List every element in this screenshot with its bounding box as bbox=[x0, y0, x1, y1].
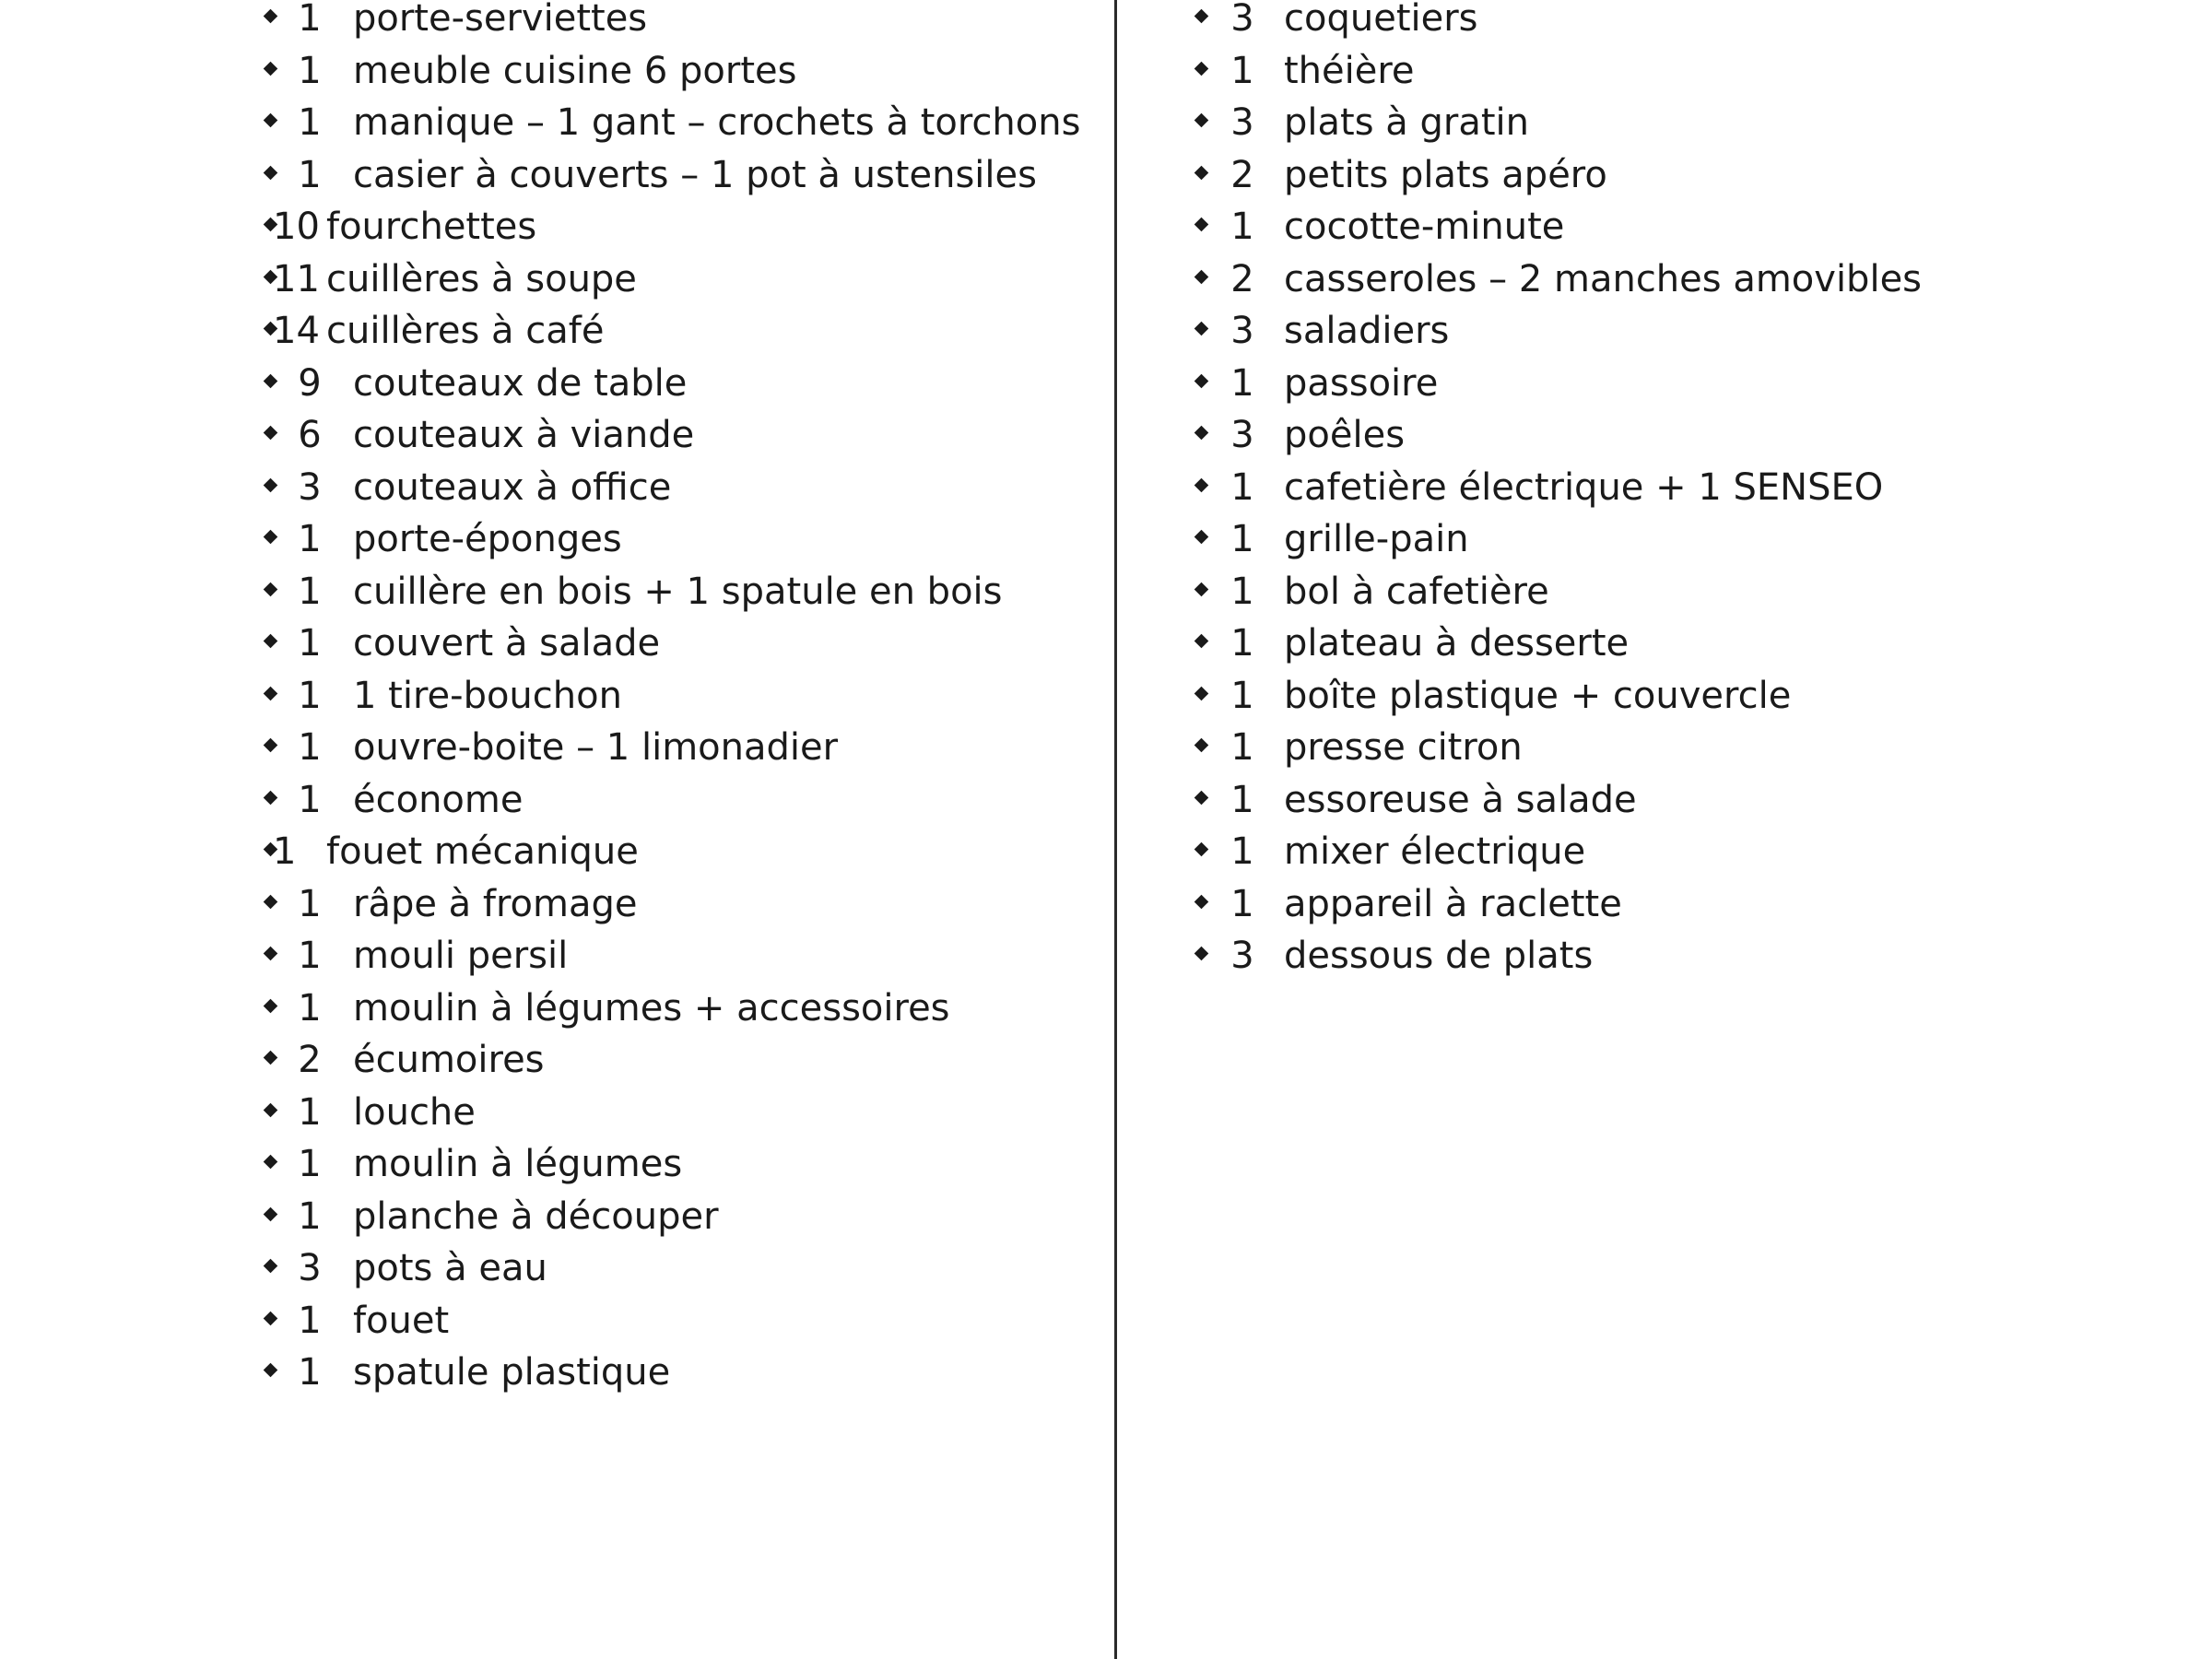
item-description: mouli persil bbox=[353, 935, 569, 977]
list-item bbox=[265, 1299, 1095, 1355]
list-item bbox=[265, 1143, 1095, 1198]
item-quantity: 1 bbox=[298, 1194, 322, 1238]
item-description: casier à couverts – 1 pot à ustensiles bbox=[353, 153, 1037, 196]
item-description: écumoires bbox=[353, 1039, 545, 1081]
bullet-diamond-icon bbox=[1194, 686, 1209, 700]
list-item bbox=[1196, 153, 2118, 209]
item-quantity: 1 bbox=[298, 1351, 322, 1394]
item-quantity: 3 bbox=[1230, 414, 1254, 456]
bullet-diamond-icon bbox=[264, 1051, 278, 1065]
bullet-diamond-icon bbox=[264, 998, 278, 1013]
list-item bbox=[1196, 570, 2118, 626]
list-item bbox=[265, 361, 1095, 418]
bullet-diamond-icon bbox=[264, 1363, 278, 1378]
item-quantity: 1 bbox=[298, 1090, 322, 1134]
item-description: meuble cuisine 6 portes bbox=[353, 49, 797, 92]
bullet-diamond-icon bbox=[264, 686, 278, 700]
bullet-diamond-icon bbox=[1194, 373, 1209, 388]
bullet-diamond-icon bbox=[264, 894, 278, 909]
bullet-diamond-icon bbox=[264, 530, 278, 545]
bullet-diamond-icon bbox=[264, 61, 278, 76]
item-quantity: 6 bbox=[298, 414, 322, 456]
list-item bbox=[265, 778, 1095, 834]
list-item bbox=[265, 208, 1095, 261]
item-quantity: 1 bbox=[298, 674, 322, 717]
item-description: plats à gratin bbox=[1284, 101, 1529, 144]
item-quantity: 1 bbox=[298, 0, 322, 40]
item-quantity: 1 bbox=[1230, 622, 1254, 665]
list-item bbox=[265, 49, 1095, 105]
item-description: planche à découper bbox=[353, 1194, 719, 1238]
item-quantity: 3 bbox=[298, 1247, 322, 1289]
item-quantity: 2 bbox=[1230, 257, 1254, 300]
list-item bbox=[1196, 830, 2118, 886]
item-description: couvert à salade bbox=[353, 622, 661, 665]
list-item bbox=[265, 830, 1095, 886]
list-item bbox=[265, 882, 1095, 938]
bullet-diamond-icon bbox=[264, 1206, 278, 1221]
item-quantity: 1 bbox=[298, 882, 322, 925]
list-item bbox=[1196, 361, 2118, 418]
item-quantity: 1 bbox=[298, 1143, 322, 1185]
bullet-diamond-icon bbox=[264, 1102, 278, 1117]
bullet-diamond-icon bbox=[264, 477, 278, 492]
item-description: économe bbox=[353, 778, 524, 821]
list-item bbox=[265, 570, 1095, 626]
item-quantity: 1 bbox=[298, 726, 322, 769]
item-quantity: 3 bbox=[1230, 935, 1254, 977]
item-quantity: 11 bbox=[273, 257, 320, 300]
item-description: cocotte-minute bbox=[1284, 206, 1565, 248]
bullet-diamond-icon bbox=[1194, 947, 1209, 961]
bullet-diamond-icon bbox=[264, 790, 278, 805]
item-description: dessous de plats bbox=[1284, 935, 1594, 977]
item-description: grille-pain bbox=[1284, 518, 1469, 560]
bullet-diamond-icon bbox=[264, 1155, 278, 1170]
bullet-diamond-icon bbox=[264, 634, 278, 649]
list-item bbox=[1196, 622, 2118, 677]
bullet-diamond-icon bbox=[264, 426, 278, 441]
item-description: presse citron bbox=[1284, 726, 1523, 769]
item-quantity: 1 bbox=[298, 778, 322, 821]
list-item bbox=[1196, 726, 2118, 782]
list-item bbox=[265, 153, 1095, 209]
bullet-diamond-icon bbox=[1194, 218, 1209, 232]
bullet-diamond-icon bbox=[1194, 634, 1209, 649]
item-quantity: 2 bbox=[298, 1039, 322, 1081]
item-quantity: 1 bbox=[1230, 49, 1254, 92]
list-item bbox=[265, 0, 1095, 53]
item-description: pots à eau bbox=[353, 1247, 547, 1289]
list-item bbox=[1196, 778, 2118, 834]
list-item bbox=[1196, 101, 2118, 157]
bullet-diamond-icon bbox=[1194, 477, 1209, 492]
list-item bbox=[1196, 882, 2118, 938]
bullet-diamond-icon bbox=[264, 1311, 278, 1325]
bullet-diamond-icon bbox=[1194, 61, 1209, 76]
item-description: 1 tire-bouchon bbox=[353, 674, 622, 717]
item-description: saladiers bbox=[1284, 310, 1450, 352]
item-description: poêles bbox=[1284, 414, 1406, 456]
item-description: moulin à légumes bbox=[353, 1143, 683, 1185]
bullet-diamond-icon bbox=[1194, 894, 1209, 909]
list-item bbox=[1196, 208, 2118, 261]
item-description: appareil à raclette bbox=[1284, 882, 1622, 925]
list-item bbox=[265, 726, 1095, 782]
item-description: cuillères à café bbox=[326, 310, 605, 352]
item-description: ouvre-boite – 1 limonadier bbox=[353, 726, 839, 769]
item-description: porte-éponges bbox=[353, 518, 622, 560]
item-description: mixer électrique bbox=[1284, 830, 1586, 873]
item-description: moulin à légumes + accessoires bbox=[353, 986, 950, 1030]
item-description: boîte plastique + couvercle bbox=[1284, 674, 1792, 717]
list-item bbox=[265, 1247, 1095, 1302]
item-quantity: 3 bbox=[1230, 310, 1254, 352]
bullet-diamond-icon bbox=[264, 9, 278, 24]
bullet-diamond-icon bbox=[264, 947, 278, 961]
item-quantity: 1 bbox=[298, 1299, 322, 1342]
bullet-diamond-icon bbox=[264, 738, 278, 753]
item-quantity: 1 bbox=[1230, 206, 1254, 248]
item-description: coquetiers bbox=[1284, 0, 1478, 40]
item-description: porte-serviettes bbox=[353, 0, 648, 40]
list-item bbox=[265, 1351, 1095, 1406]
item-quantity: 1 bbox=[1230, 518, 1254, 560]
list-item bbox=[265, 465, 1095, 522]
list-item bbox=[1196, 674, 2118, 730]
item-description: spatule plastique bbox=[353, 1351, 671, 1394]
bullet-diamond-icon bbox=[1194, 113, 1209, 128]
list-item bbox=[265, 101, 1095, 157]
bullet-diamond-icon bbox=[1194, 269, 1209, 284]
item-quantity: 1 bbox=[1230, 830, 1254, 873]
column-divider bbox=[1114, 0, 1117, 1659]
item-description: couteaux à office bbox=[353, 465, 672, 509]
item-quantity: 1 bbox=[273, 830, 297, 873]
item-quantity: 1 bbox=[298, 49, 322, 92]
item-description: fourchettes bbox=[326, 206, 537, 248]
item-description: fouet mécanique bbox=[326, 830, 639, 873]
item-description: cafetière électrique + 1 SENSEO bbox=[1284, 465, 1884, 509]
item-quantity: 9 bbox=[298, 361, 322, 405]
item-quantity: 1 bbox=[298, 570, 322, 613]
item-description: petits plats apéro bbox=[1284, 153, 1607, 196]
list-item bbox=[265, 937, 1095, 990]
list-item bbox=[1196, 937, 2118, 990]
list-item bbox=[265, 986, 1095, 1042]
list-item bbox=[1196, 257, 2118, 313]
item-quantity: 1 bbox=[298, 101, 322, 144]
bullet-diamond-icon bbox=[1194, 842, 1209, 857]
list-item bbox=[1196, 0, 2118, 53]
item-description: essoreuse à salade bbox=[1284, 778, 1637, 821]
item-quantity: 1 bbox=[298, 986, 322, 1030]
item-quantity: 1 bbox=[1230, 465, 1254, 509]
bullet-diamond-icon bbox=[1194, 165, 1209, 180]
item-description: cuillères à soupe bbox=[326, 257, 637, 300]
list-item bbox=[265, 1194, 1095, 1251]
item-description: fouet bbox=[353, 1299, 450, 1342]
item-description: manique – 1 gant – crochets à torchons bbox=[353, 101, 1081, 144]
bullet-diamond-icon bbox=[264, 582, 278, 596]
list-item bbox=[265, 622, 1095, 677]
item-description: couteaux de table bbox=[353, 361, 688, 405]
item-quantity: 10 bbox=[273, 206, 320, 248]
item-description: couteaux à viande bbox=[353, 414, 695, 456]
list-item bbox=[265, 518, 1095, 573]
item-quantity: 1 bbox=[298, 153, 322, 196]
list-item bbox=[1196, 49, 2118, 105]
bullet-diamond-icon bbox=[264, 113, 278, 128]
left-inventory-list bbox=[265, 0, 1095, 1406]
item-description: râpe à fromage bbox=[353, 882, 638, 925]
bullet-diamond-icon bbox=[1194, 738, 1209, 753]
list-item bbox=[265, 257, 1095, 313]
item-quantity: 1 bbox=[1230, 361, 1254, 405]
list-item bbox=[1196, 312, 2118, 365]
list-item bbox=[265, 1041, 1095, 1094]
item-quantity: 1 bbox=[1230, 674, 1254, 717]
item-quantity: 1 bbox=[1230, 570, 1254, 613]
item-quantity: 14 bbox=[273, 310, 320, 352]
bullet-diamond-icon bbox=[1194, 790, 1209, 805]
item-description: théière bbox=[1284, 49, 1415, 92]
bullet-diamond-icon bbox=[264, 373, 278, 388]
list-item bbox=[265, 414, 1095, 469]
list-item bbox=[1196, 518, 2118, 573]
bullet-diamond-icon bbox=[1194, 426, 1209, 441]
item-quantity: 1 bbox=[1230, 778, 1254, 821]
list-item bbox=[265, 1090, 1095, 1147]
item-quantity: 1 bbox=[298, 518, 322, 560]
list-item bbox=[1196, 414, 2118, 469]
item-description: cuillère en bois + 1 spatule en bois bbox=[353, 570, 1003, 613]
item-description: casseroles – 2 manches amovibles bbox=[1284, 257, 1923, 300]
list-item bbox=[1196, 465, 2118, 522]
item-description: plateau à desserte bbox=[1284, 622, 1630, 665]
item-description: passoire bbox=[1284, 361, 1439, 405]
list-item bbox=[265, 312, 1095, 365]
item-quantity: 1 bbox=[1230, 882, 1254, 925]
item-quantity: 1 bbox=[1230, 726, 1254, 769]
item-quantity: 3 bbox=[1230, 101, 1254, 144]
item-quantity: 3 bbox=[1230, 0, 1254, 40]
bullet-diamond-icon bbox=[1194, 530, 1209, 545]
bullet-diamond-icon bbox=[1194, 9, 1209, 24]
bullet-diamond-icon bbox=[264, 165, 278, 180]
bullet-diamond-icon bbox=[264, 1259, 278, 1274]
right-inventory-list bbox=[1196, 0, 2118, 990]
item-quantity: 3 bbox=[298, 465, 322, 509]
bullet-diamond-icon bbox=[1194, 322, 1209, 336]
item-quantity: 1 bbox=[298, 622, 322, 665]
bullet-diamond-icon bbox=[1194, 582, 1209, 596]
item-description: louche bbox=[353, 1090, 476, 1134]
item-quantity: 2 bbox=[1230, 153, 1254, 196]
item-description: bol à cafetière bbox=[1284, 570, 1549, 613]
item-quantity: 1 bbox=[298, 935, 322, 977]
list-item bbox=[265, 674, 1095, 730]
